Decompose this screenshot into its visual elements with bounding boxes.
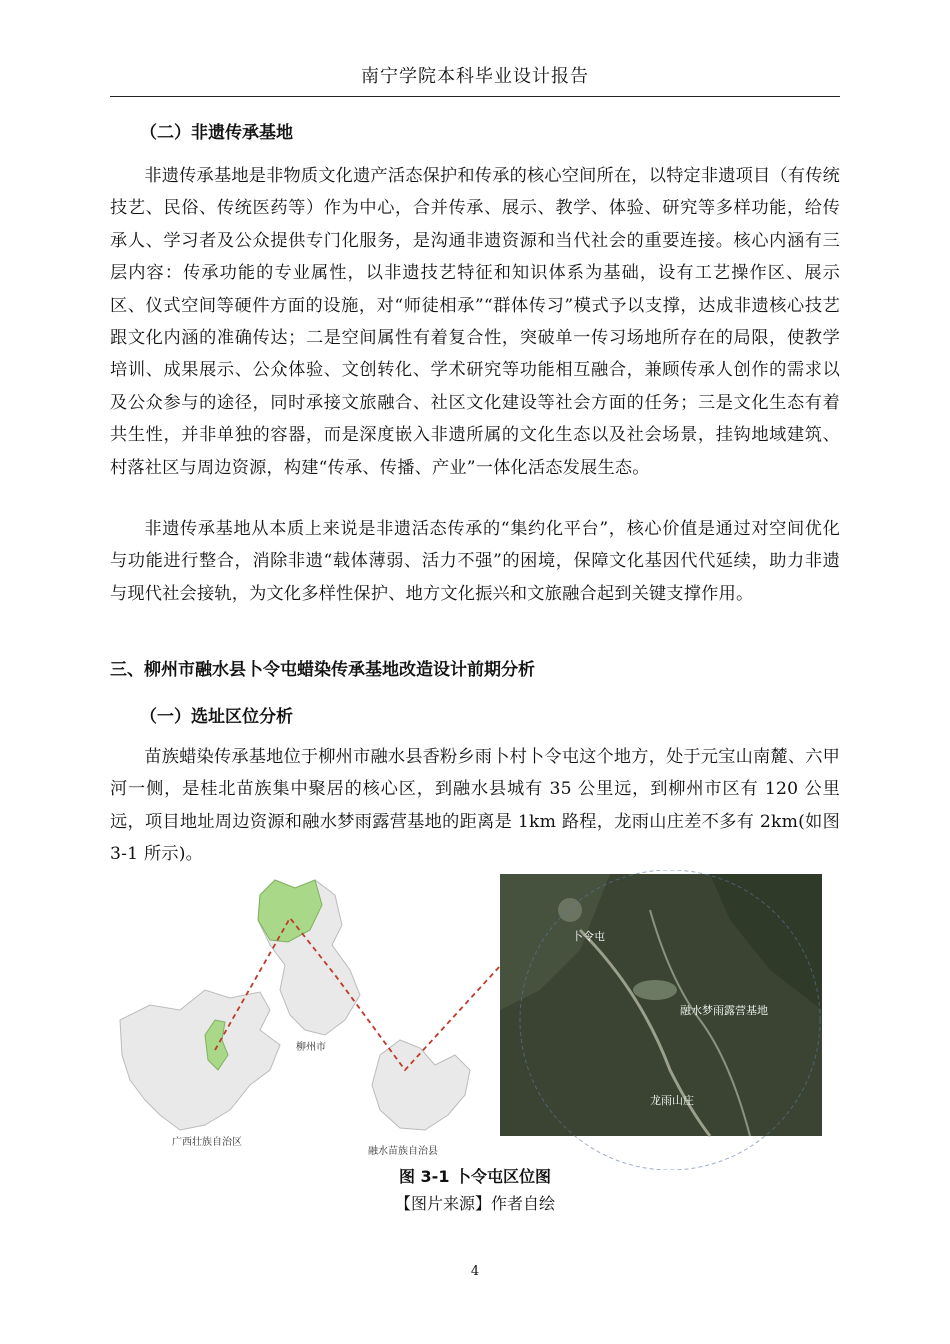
figure-source: 【图片来源】作者自绘 [394,1194,555,1213]
label-guangxi: 广西壮族自治区 [172,1137,242,1148]
paragraph: 苗族蜡染传承基地位于柳州市融水县香粉乡雨卜村卜令屯这个地方，处于元宝山南麓、六甲河一侧，是桂北苗族集中聚居的核心区，到融水县城有 35 公里远，到柳州市区有 120 公里远，项目地址周边资源和融水梦雨露营基地的距离是 1km 路程，龙雨山庄差不多有 2km(如图 3-1 所示)。 [110,747,840,865]
paragraph: 非遗传承基地从本质上来说是非遗活态传承的“集约化平台”，核心价值是通过对空间优化与功能进行整合，消除非遗“载体薄弱、活力不强”的困境，保障文化基因代代延续，助力非遗与现代社会接轨，为文化多样性保护、地方文化振兴和文旅融合起到关键支撑作用。 [110,519,840,604]
header-title: 南宁学院本科毕业设计报告 [361,66,589,87]
section-heading: （一）选址区位分析 [140,707,293,727]
label-bulingtun: 卜令屯 [572,930,605,943]
paragraph: 非遗传承基地是非物质文化遗产活态保护和传承的核心空间所在，以特定非遗项目（有传统技艺、民俗、传统医药等）作为中心，合并传承、展示、教学、体验、研究等多样功能，给传承人、学习者及公众提供专门化服务，是沟通非遗资源和当代社会的重要连接。核心内涵有三层内容：传承功能的专业属性，以非遗技艺特征和知识体系为基础，设有工艺操作区、展示区、仪式空间等硬件方面的设施，对“师徒相承”“群体传习”模式予以支撑，达成非遗核心技艺跟文化内涵的准确传达；二是空间属性有着复合性，突破单一传习场地所存在的局限，使教学培训、成果展示、公众体验、文创转化、学术研究等功能相互融合，兼顾传承人创作的需求以及公众参与的途径，同时承接文旅融合、社区文化建设等社会方面的任务；三是文化生态有着共生性，并非单独的容器，而是深度嵌入非遗所属的文化生态以及社会场景，挂钩地域建筑、村落社区与周边资源，构建“传承、传播、产业”一体化活态发展生态。 [110,166,840,478]
location-map-svg [110,870,840,1170]
label-campsite: 融水梦雨露营基地 [680,1004,768,1017]
location-figure [110,870,840,1170]
page-number: 4 [470,1264,480,1279]
page-header [110,62,840,97]
label-liuzhou: 柳州市 [296,1042,326,1053]
label-longyu: 龙雨山庄 [650,1094,694,1107]
rongshui-map [372,1040,470,1130]
guangxi-map [120,990,280,1130]
label-rongshui: 融水苗族自治县 [368,1146,438,1157]
figure-caption: 图 3-1 卜令屯区位图 [398,1167,552,1186]
chapter-heading: 三、柳州市融水县卜令屯蜡染传承基地改造设计前期分析 [110,660,535,680]
section-heading: （二）非遗传承基地 [140,123,293,143]
